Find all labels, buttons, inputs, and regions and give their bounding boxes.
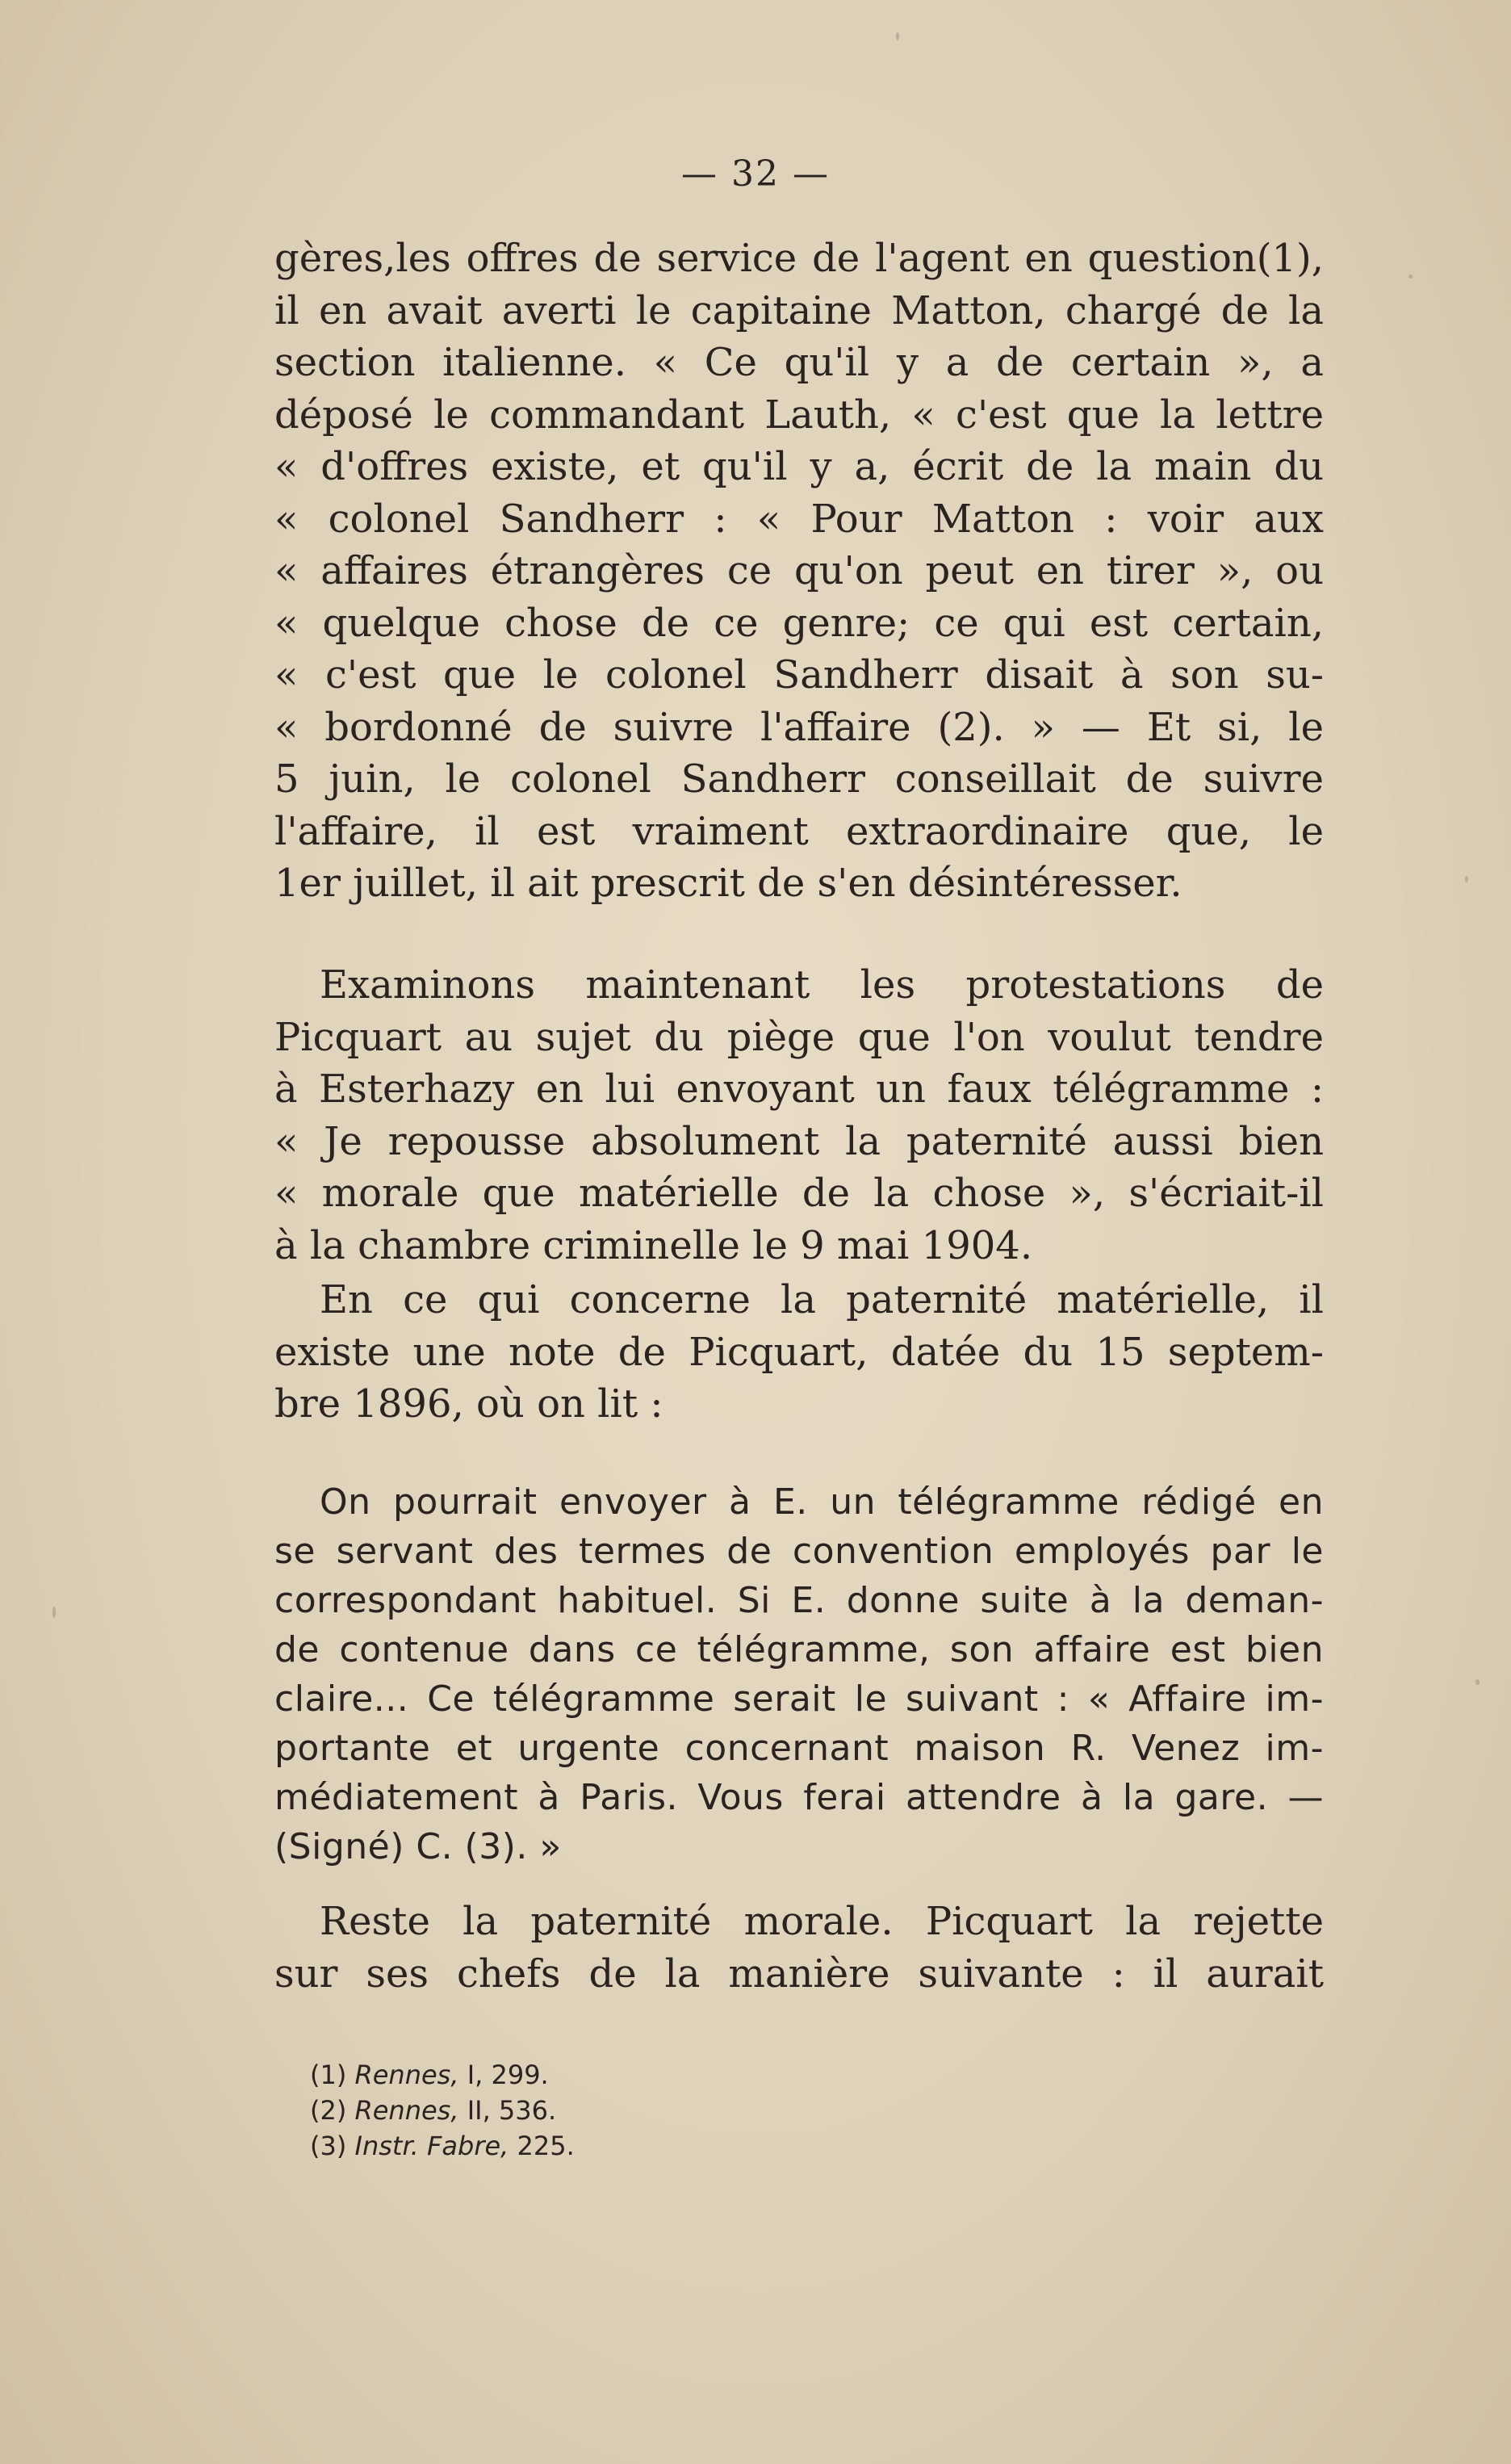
text-line: il en avait averti le capitaine Matton, chargé de la [274, 287, 1324, 333]
text-line: « c'est que le colonel Sandherr disait à son su- [274, 652, 1324, 698]
text-line: 1er juillet, il ait prescrit de s'en désintéresser. [274, 861, 1182, 906]
paragraph-1 [274, 233, 1324, 910]
quote-line: médiatement à Paris. Vous ferai attendre à la gare. — [274, 1777, 1324, 1818]
text-line: « Je repousse absolument la paternité aussi bien [274, 1118, 1324, 1164]
footnotes [310, 2057, 1036, 2164]
text-line: « quelque chose de ce genre; ce qui est certain, [274, 600, 1324, 646]
text-line: l'affaire, il est vraiment extraordinaire que, le [274, 808, 1324, 854]
paragraph-4 [274, 1896, 1324, 2000]
footnote [310, 2128, 1036, 2164]
text-line: à Esterhazy en lui envoyant un faux télégramme : [274, 1066, 1324, 1112]
text-line: gères,les offres de service de l'agent en question(1), [274, 236, 1324, 281]
paper-speck [1465, 876, 1468, 882]
text-line: bre 1896, où on lit : [274, 1381, 663, 1427]
footnote-source: Rennes, [354, 2060, 459, 2090]
text-line: déposé le commandant Lauth, « c'est que la lettre [274, 392, 1324, 438]
paper-speck [896, 32, 899, 40]
footnote [310, 2057, 1036, 2093]
footnote-number: (2) [310, 2095, 347, 2126]
paper-speck [52, 1607, 56, 1618]
quote-line: portante et urgente concernant maison R. Venez im- [274, 1728, 1324, 1769]
quote-line: correspondant habituel. Si E. donne suite à la deman- [274, 1580, 1324, 1621]
footnote-source: Instr. Fabre, [354, 2131, 509, 2161]
text-line: « d'offres existe, et qu'il y a, écrit de la main du [274, 444, 1324, 489]
text-line: existe une note de Picquart, datée du 15 septem- [274, 1329, 1324, 1375]
quote-line: se servant des termes de convention employés par le [274, 1531, 1324, 1572]
text-line: « morale que matérielle de la chose », s'écriait-il [274, 1171, 1324, 1216]
quote-line: On pourrait envoyer à E. un télégramme rédigé en [320, 1481, 1324, 1523]
text-line: Examinons maintenant les protestations de [320, 962, 1324, 1008]
text-line: Reste la paternité morale. Picquart la rejette [320, 1899, 1324, 1944]
text-line: à la chambre criminelle le 9 mai 1904. [274, 1222, 1033, 1268]
page-number: — 32 — [681, 153, 830, 195]
text-line: « bordonné de suivre l'affaire (2). » — Et si, le [274, 704, 1324, 750]
paper-speck [1408, 274, 1413, 279]
paragraph-2 [274, 959, 1324, 1272]
quoted-note [274, 1477, 1324, 1871]
paragraph-3 [274, 1274, 1324, 1431]
quote-line: de contenue dans ce télégramme, son affaire est bien [274, 1629, 1324, 1670]
text-line: En ce qui concerne la paternité matérielle, il [320, 1277, 1324, 1322]
footnote-ref: 225. [517, 2131, 575, 2161]
text-line: « affaires étrangères ce qu'on peut en tirer », ou [274, 548, 1324, 593]
text-line: 5 juin, le colonel Sandherr conseillait de suivre [274, 756, 1324, 802]
footnote-ref: II, 536. [467, 2095, 557, 2126]
text-line: Picquart au sujet du piège que l'on voulut tendre [274, 1014, 1324, 1060]
footnote [310, 2093, 1036, 2128]
text-line: sur ses chefs de la manière suivante : il aurait [274, 1951, 1324, 1997]
text-line: « colonel Sandherr : « Pour Matton : voir aux [274, 496, 1324, 542]
text-line: section italienne. « Ce qu'il y a de certain », a [274, 340, 1324, 385]
footnote-ref: I, 299. [467, 2060, 549, 2090]
quote-line: claire... Ce télégramme serait le suivant : « Affaire im- [274, 1678, 1324, 1720]
footnote-number: (1) [310, 2060, 347, 2090]
footnote-source: Rennes, [354, 2095, 459, 2126]
quote-line: (Signé) C. (3). » [274, 1826, 562, 1867]
footnote-number: (3) [310, 2131, 347, 2161]
paper-speck [1475, 1679, 1480, 1685]
